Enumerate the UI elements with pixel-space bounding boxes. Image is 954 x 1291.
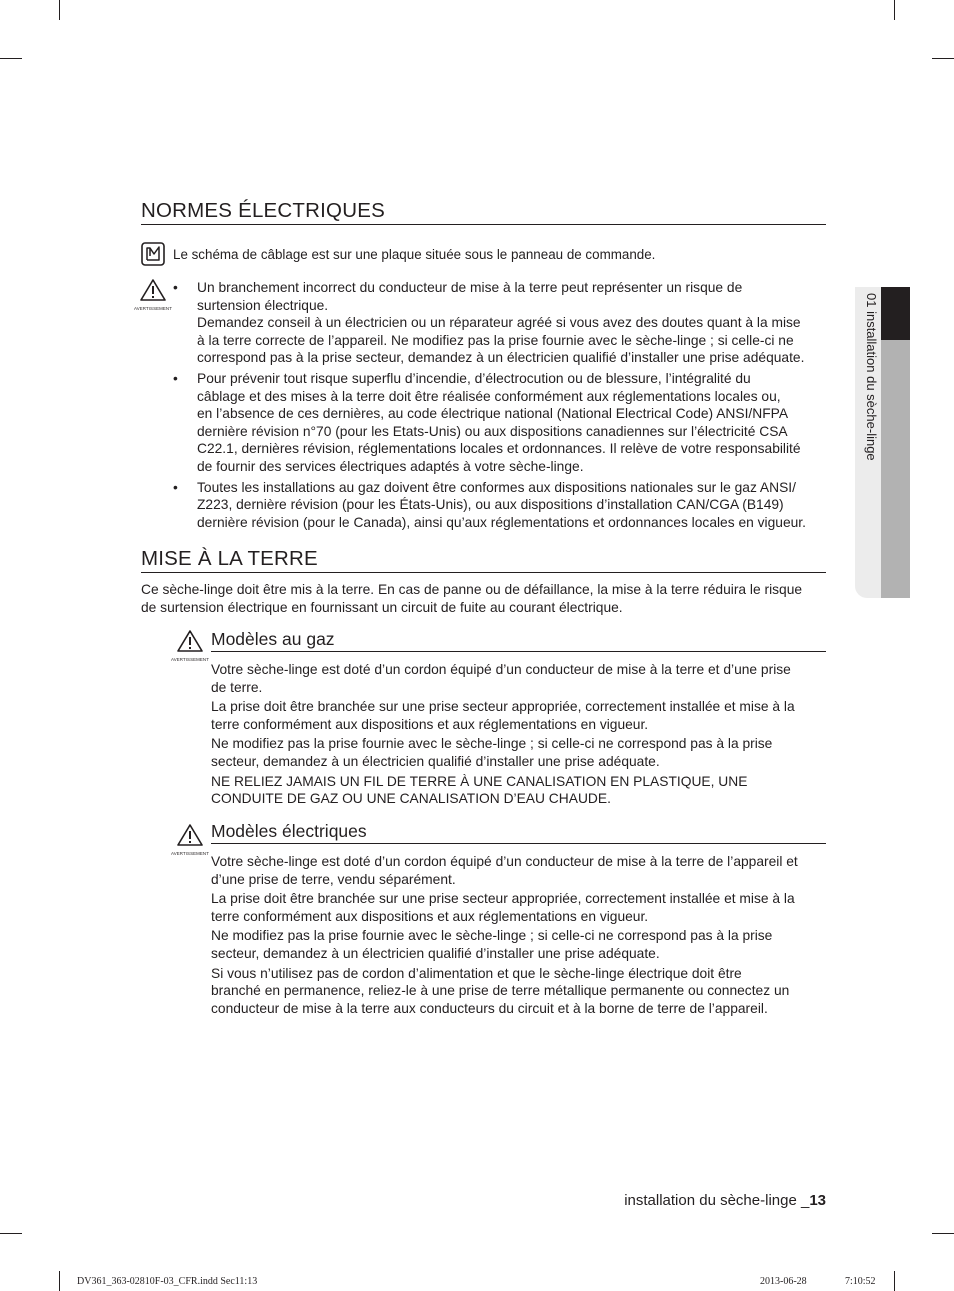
bullet-line: Toutes les installations au gaz doivent être conformes aux dispositions nationales sur le gaz ANSI/ bbox=[197, 479, 796, 495]
bullet-dot: • bbox=[173, 479, 178, 495]
section-title-mise-a-la-terre: MISE À LA TERRE bbox=[141, 547, 826, 573]
page-number: 13 bbox=[809, 1192, 826, 1209]
text-line: Si vous n’utilisez pas de cordon d’alimentation et que le sèche-linge électrique doit être bbox=[211, 965, 742, 981]
text-line: La prise doit être branchée sur une prise secteur appropriée, correctement installée et mise à la bbox=[211, 699, 795, 715]
footer-text: installation du sèche-linge _ bbox=[624, 1192, 810, 1209]
bullet-line: à la terre correcte de l’appareil. Ne modifiez pas la prise fournie avec le sèche-linge ; si celle-ci ne bbox=[197, 332, 794, 348]
text-line: La prise doit être branchée sur une prise secteur appropriée, correctement installée et mise à la bbox=[211, 891, 795, 907]
note-icon bbox=[141, 242, 165, 266]
bullet-line: correspond pas à la prise secteur, demandez à un électricien qualifié d’installer une prise adéquate. bbox=[197, 350, 805, 366]
chapter-side-label bbox=[862, 293, 882, 503]
text-line: Ce sèche-linge doit être mis à la terre. En cas de panne ou de défaillance, la mise à la terre réduira le risque bbox=[141, 582, 803, 597]
paragraph bbox=[211, 853, 831, 888]
crop-mark bbox=[59, 0, 60, 20]
crop-mark bbox=[932, 1233, 954, 1234]
warning-icon bbox=[140, 279, 166, 301]
bullet-line: surtension électrique. bbox=[197, 297, 329, 313]
warning-icon bbox=[177, 824, 203, 846]
note-text: Le schéma de câblage est sur une plaque située sous le panneau de commande. bbox=[173, 247, 656, 262]
crop-mark bbox=[932, 58, 954, 59]
bullet-line: dernière révision n°70 (pour les Etats-Unis) ou aux dispositions canadiennes sur l’électricité CSA bbox=[197, 423, 788, 439]
warning-badge-gas bbox=[170, 630, 210, 662]
slug-file: DV361_363-02810F-03_CFR.indd Sec11:13 bbox=[77, 1276, 258, 1287]
text-line: terre conformément aux dispositions et aux réglementations en vigueur. bbox=[211, 716, 649, 732]
paragraph bbox=[211, 661, 831, 696]
paragraph bbox=[211, 890, 831, 925]
subsection-title-gas: Modèles au gaz bbox=[211, 629, 826, 652]
chapter-marker bbox=[881, 340, 910, 598]
paragraph bbox=[211, 735, 831, 770]
crop-mark bbox=[894, 0, 895, 20]
slug-date: 2013-06-28 bbox=[760, 1276, 807, 1287]
text-line: secteur, demandez à un électricien qualifié d’installer une prise adéquate. bbox=[211, 945, 660, 961]
warning-bullet-list bbox=[172, 279, 827, 534]
warning-icon bbox=[177, 630, 203, 652]
bullet-line: de fournir des services électriques adaptés à votre sèche-linge. bbox=[197, 458, 584, 474]
crop-mark bbox=[59, 1271, 60, 1291]
warning-label: AVERTISSEMENT bbox=[134, 306, 172, 311]
list-item bbox=[172, 279, 827, 367]
text-line: Ne modifiez pas la prise fournie avec le sèche-linge ; si celle-ci ne correspond pas à la prise bbox=[211, 736, 773, 752]
crop-mark bbox=[894, 1271, 895, 1291]
text-line: Votre sèche-linge est doté d’un cordon équipé d’un conducteur de mise à la terre et d’une prise bbox=[211, 662, 791, 677]
bullet-line: Pour prévenir tout risque superflu d’incendie, d’électrocution ou de blessure, l’intégralité du bbox=[197, 370, 751, 386]
text-line: Votre sèche-linge est doté d’un cordon équipé d’un conducteur de mise à la terre de l’appareil et bbox=[211, 854, 798, 869]
chapter-marker-active bbox=[881, 287, 910, 340]
list-item bbox=[172, 479, 827, 532]
page-footer bbox=[624, 1192, 826, 1209]
bullet-line: en l’absence de ces dernières, au code électrique national (National Electrical Code) ANSI/NFPA bbox=[197, 406, 789, 422]
bullet-dot: • bbox=[173, 370, 178, 386]
text-line: CONDUITE DE GAZ OU UNE CANALISATION D’EAU CHAUDE. bbox=[211, 791, 611, 807]
text-line: conducteur de mise à la terre aux conducteurs du circuit et à la borne de terre de l’appareil. bbox=[211, 1000, 768, 1016]
slug-time: 7:10:52 bbox=[845, 1276, 876, 1287]
list-item bbox=[172, 370, 827, 476]
text-line: secteur, demandez à un électricien qualifié d’installer une prise adéquate. bbox=[211, 753, 660, 769]
text-line: NE RELIEZ JAMAIS UN FIL DE TERRE À UNE CANALISATION EN PLASTIQUE, UNE bbox=[211, 773, 748, 789]
crop-mark bbox=[0, 1233, 22, 1234]
section-title-normes: NORMES ÉLECTRIQUES bbox=[141, 199, 826, 225]
warning-badge bbox=[133, 279, 173, 311]
bullet-line: câblage et des mises à la terre doit être réalisée conformément aux réglementations locales ou, bbox=[197, 388, 781, 404]
warning-badge-electric bbox=[170, 824, 210, 856]
gas-paragraphs bbox=[211, 661, 831, 808]
warning-label: AVERTISSEMENT bbox=[171, 657, 209, 662]
text-line: Ne modifiez pas la prise fournie avec le sèche-linge ; si celle-ci ne correspond pas à la prise bbox=[211, 928, 773, 944]
bullet-dot: • bbox=[173, 280, 178, 295]
bullet-line: C22.1, dernières révision, réglementations locales et ordonnances. Il relève de votre responsabilité bbox=[197, 441, 801, 457]
crop-mark bbox=[0, 58, 22, 59]
chapter-side-text: 01 installation du sèche-linge bbox=[864, 293, 879, 461]
text-line: terre conformément aux dispositions et aux réglementations en vigueur. bbox=[211, 908, 649, 924]
intro-paragraph bbox=[141, 581, 831, 616]
electric-paragraphs bbox=[211, 853, 831, 1017]
paragraph bbox=[211, 698, 831, 733]
paragraph bbox=[211, 927, 831, 962]
bullet-line: Z223, dernière révision (pour les États-Unis), ou aux dispositions d’installation CAN/CGA (B149) bbox=[197, 497, 784, 513]
bullet-line: Demandez conseil à un électricien ou un réparateur agréé si vous avez des doutes quant à la mise bbox=[197, 315, 801, 331]
paragraph bbox=[211, 965, 831, 1018]
warning-label: AVERTISSEMENT bbox=[171, 851, 209, 856]
text-line: de surtension électrique en fournissant un circuit de fuite au courant électrique. bbox=[141, 599, 623, 615]
paragraph bbox=[211, 773, 831, 808]
bullet-line: dernière révision (pour le Canada), ainsi qu’aux réglementations et ordonnances locales en vigueur. bbox=[197, 514, 806, 530]
text-line: de terre. bbox=[211, 679, 263, 695]
bullet-line: Un branchement incorrect du conducteur de mise à la terre peut représenter un risque de bbox=[197, 280, 743, 295]
text-line: branché en permanence, reliez-le à une prise de terre métallique permanente ou connectez un bbox=[211, 983, 790, 999]
text-line: d’une prise de terre, vendu séparément. bbox=[211, 871, 456, 887]
subsection-title-electric: Modèles électriques bbox=[211, 821, 826, 844]
